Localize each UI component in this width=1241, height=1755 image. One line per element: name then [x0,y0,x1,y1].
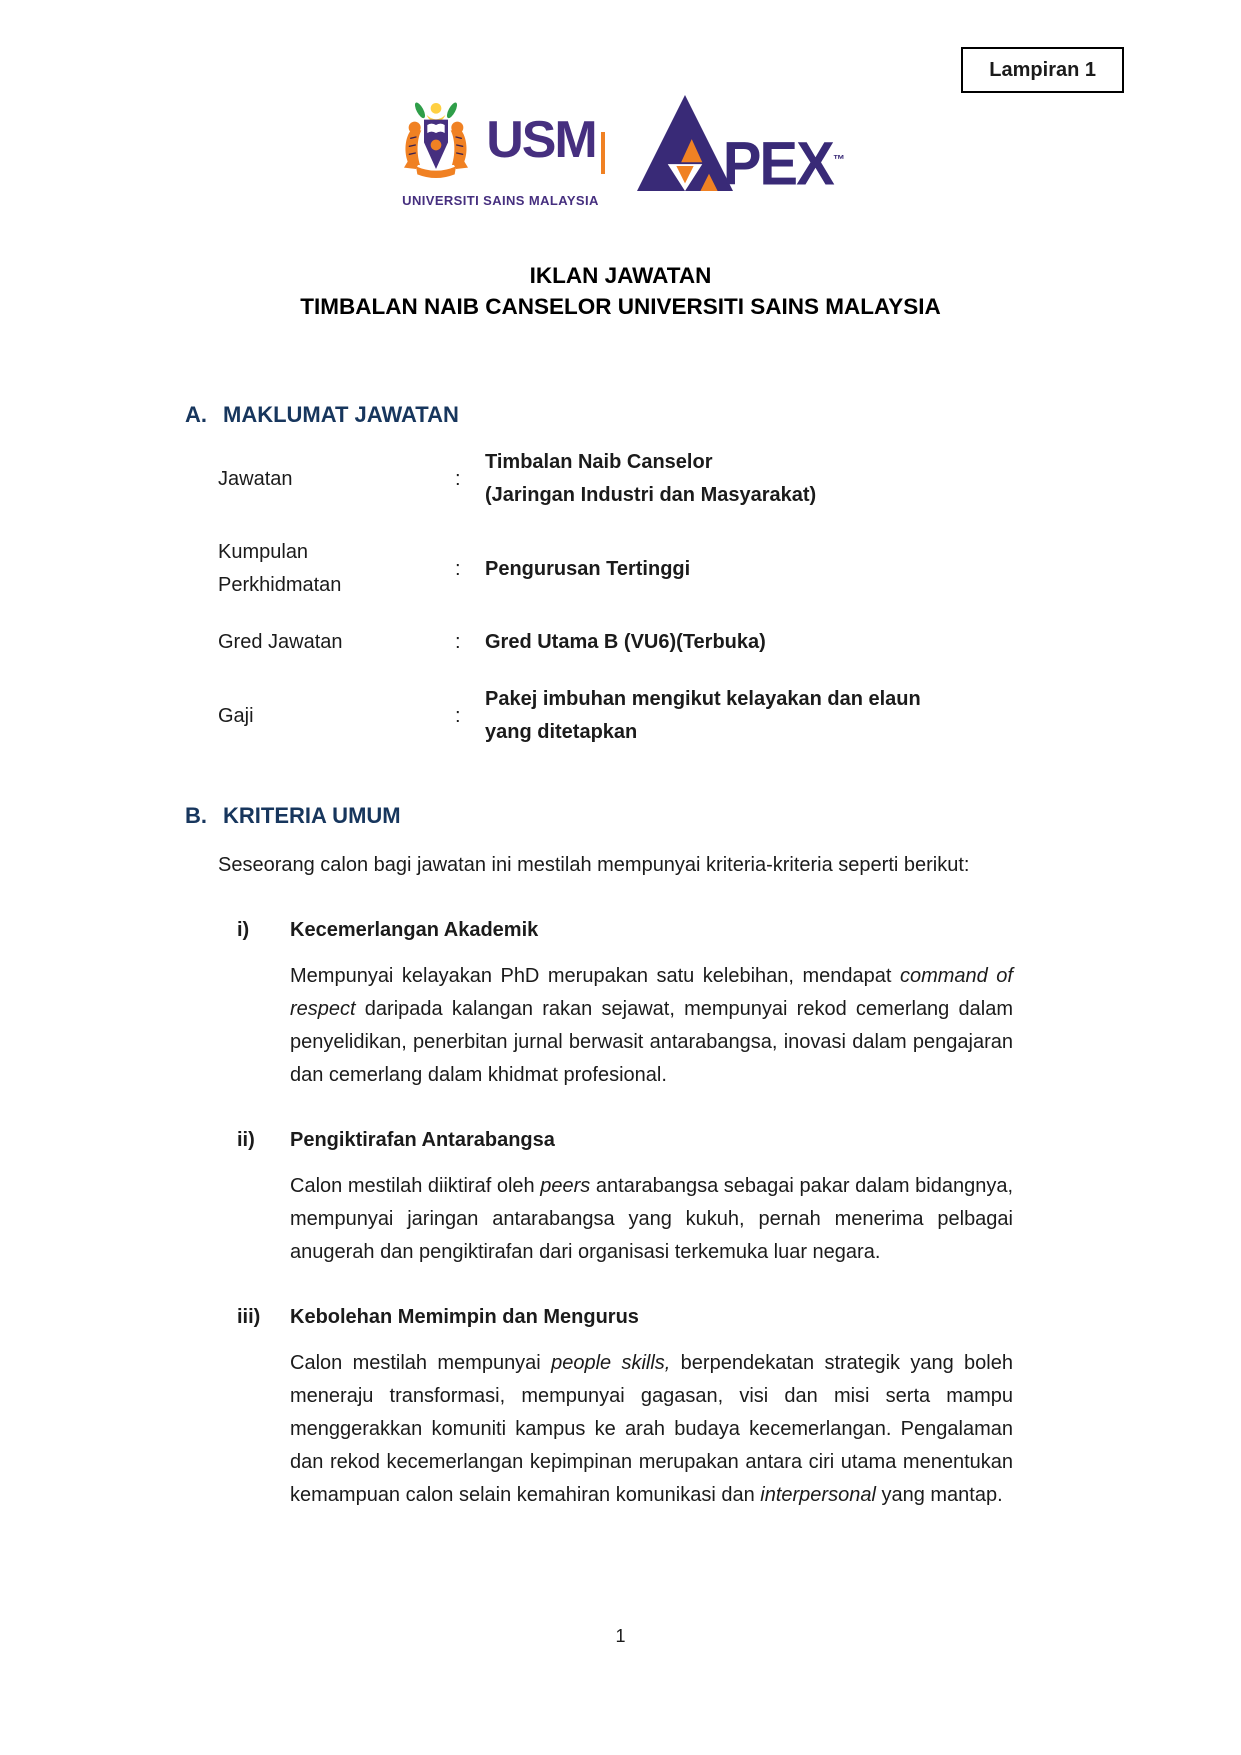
section-b-heading [185,803,1241,829]
usm-wordmark-accent-bar [601,132,605,174]
lampiran-annotation-box [961,47,1124,93]
left-tiger [404,122,421,169]
document-title [0,260,1241,322]
criteria-item-paragraph: Calon mestilah diiktiraf oleh peers antarabangsa sebagai pakar dalam bidangnya, mempunyai jaringan antarabangsa yang kukuh, pernah menerima pelbagai anugerah dan pengiktirafan dari organisasi terkemuka luar negara. [290,1175,1013,1263]
table-row-gred-jawatan [218,626,1014,659]
usm-logo-top [396,93,605,189]
table-row-gaji [218,683,1014,749]
section-a-title: MAKLUMAT JAWATAN [223,402,459,427]
title-line-2: TIMBALAN NAIB CANSELOR UNIVERSITI SAINS MALAYSIA [300,294,941,319]
criteria-intro-paragraph: Seseorang calon bagi jawatan ini mestilah mempunyai kriteria-kriteria seperti berikut: [218,854,970,876]
criteria-item-title: Kebolehan Memimpin dan Mengurus [290,1306,639,1328]
table-row-kumpulan-perkhidmatan [218,536,1014,602]
criteria-item-heading [237,1303,1013,1331]
job-info-table [218,446,1014,749]
apex-wordmark: PEX™ [722,130,845,199]
row-value: Pengurusan Tertinggi [485,557,691,580]
criteria-item-paragraph: Mempunyai kelayakan PhD merupakan satu kelebihan, mendapat command of respect daripada kalangan rakan sejawat, mempunyai rekod cemerlang dalam penyelidikan, penerbitan jurnal berwasit antarabangsa, inovasi dalam pengajaran dan cemerlang dalam khidmat profesional. [290,965,1013,1086]
criteria-item-paragraph: Calon mestilah mempunyai people skills, berpendekatan strategik yang boleh meneraju transformasi, mempunyai gagasan, visi dan misi serta mampu menggerakkan komuniti kampus ke arah budaya kecemerlangan. Pengalaman dan rekod kecemerlangan kepimpinan merupakan antara ciri utama menentukan kemampuan calon selain kemahiran komunikasi dan interpersonal yang mantap. [290,1352,1013,1506]
section-b-title: KRITERIA UMUM [223,803,401,828]
apex-logo [635,95,845,199]
row-label: Gred Jawatan [218,631,343,653]
criteria-item-iii [0,1303,1241,1512]
section-b-number: B. [185,803,207,828]
row-label: Gaji [218,704,254,727]
row-value: Pakej imbuhan mengikut kelayakan dan elaun yang ditetapkan [485,688,921,743]
usm-logo [396,93,605,208]
section-a-number: A. [185,402,207,427]
lampiran-label: Lampiran 1 [989,59,1096,81]
row-colon: : [455,467,461,490]
criteria-item-title: Kecemerlangan Akademik [290,919,539,941]
criteria-item-i [0,916,1241,1092]
apex-triangle-icon [635,95,735,191]
table-row-jawatan [218,446,1014,512]
page-number: 1 [615,1626,626,1646]
section-a-heading [185,402,1241,428]
logo-row [0,0,1241,208]
row-colon: : [455,557,461,580]
criteria-item-title: Pengiktirafan Antarabangsa [290,1129,555,1151]
row-colon: : [455,704,461,727]
right-tiger [451,122,468,169]
row-label: Kumpulan Perkhidmatan [218,541,342,596]
row-value: Gred Utama B (VU6)(Terbuka) [485,631,766,653]
criteria-item-ii [0,1126,1241,1269]
criteria-item-number: iii) [237,1306,261,1328]
usm-full-name: UNIVERSITI SAINS MALAYSIA [402,193,599,208]
criteria-item-heading [237,916,1013,944]
criteria-item-heading [237,1126,1013,1154]
usm-crest-icon [396,93,476,189]
criteria-item-number: i) [237,919,250,941]
criteria-item-number: ii) [237,1129,255,1151]
row-label: Jawatan [218,467,293,490]
row-value: Timbalan Naib Canselor (Jaringan Industri dan Masyarakat) [485,451,817,506]
trademark-symbol: ™ [832,151,845,167]
title-line-1: IKLAN JAWATAN [529,263,712,288]
row-colon: : [455,631,461,653]
usm-acronym-wordmark: USM [486,111,596,170]
